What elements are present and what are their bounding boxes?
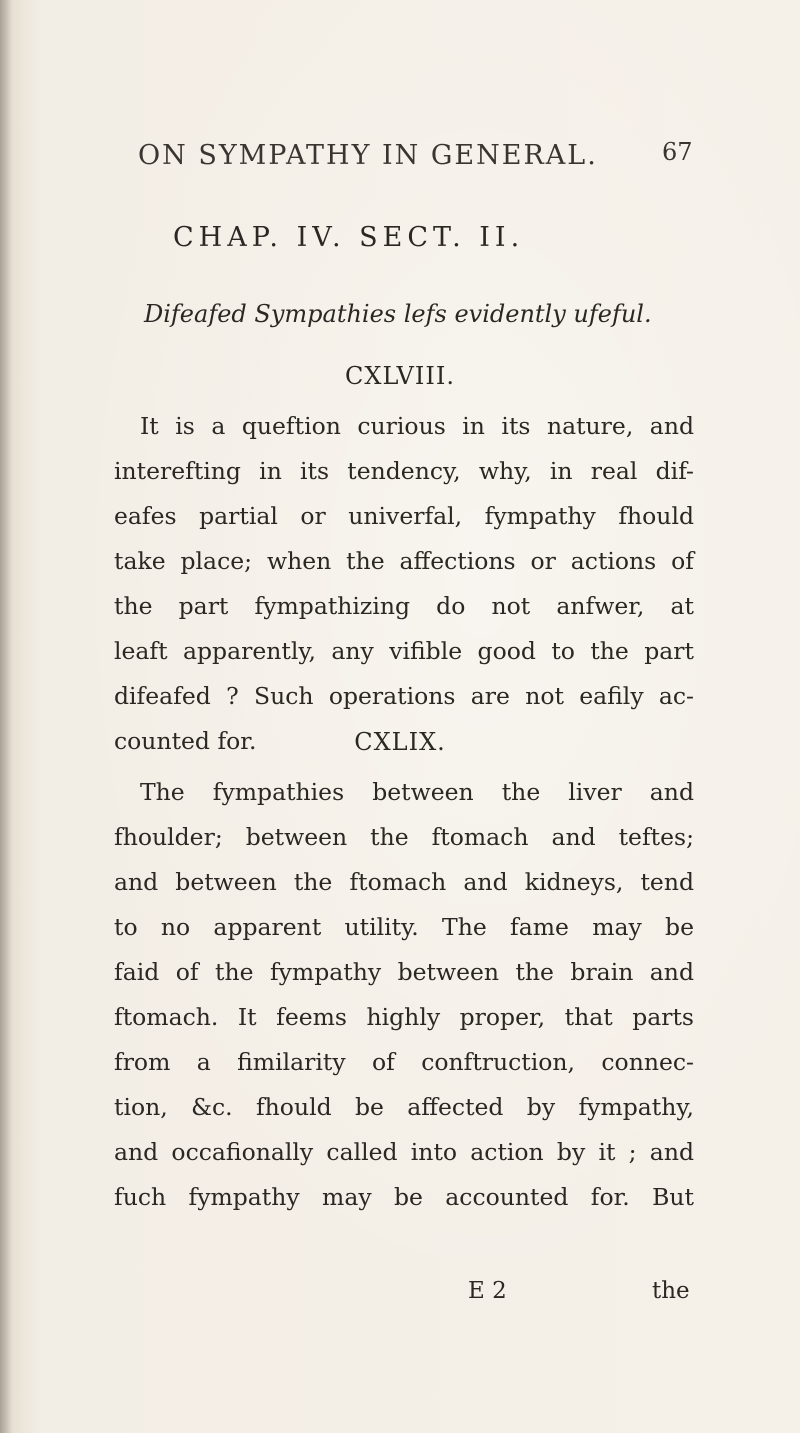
catchword: the	[652, 1278, 690, 1304]
text-line: take place; when the affections or actions of	[114, 547, 694, 575]
text-line: fuch fympathy may be accounted for. But	[114, 1183, 694, 1211]
page-number: 67	[662, 138, 693, 166]
paragraph-cxlviii	[114, 404, 694, 764]
text-line: leaft apparently, any vifible good to the part	[114, 637, 694, 665]
signature-mark: E 2	[468, 1278, 507, 1304]
text-line: faid of the fympathy between the brain and	[114, 958, 694, 986]
text-line: The fympathies between the liver and	[140, 778, 694, 806]
text-line: counted for.	[114, 727, 257, 755]
text-line: to no apparent utility. The fame may be	[114, 913, 694, 941]
running-head-title: ON SYMPATHY IN GENERAL.	[138, 140, 598, 171]
text-line: the part fympathizing do not anfwer, at	[114, 592, 694, 620]
section-numeral-cxlviii: CXLVIII.	[345, 362, 455, 390]
text-line: from a fimilarity of conftruction, connec-	[114, 1048, 694, 1076]
running-head	[138, 140, 698, 171]
text-line: and between the ftomach and kidneys, tend	[114, 868, 694, 896]
text-line: tion, &c. fhould be affected by fympathy,	[114, 1093, 694, 1121]
text-line: It is a queftion curious in its nature, and	[140, 412, 694, 440]
paragraph-cxlix	[114, 770, 694, 1220]
text-line: difeafed ? Such operations are not eafily ac-	[114, 682, 694, 710]
section-subtitle: Difeafed Sympathies lefs evidently ufeful.	[144, 300, 652, 328]
gutter-shadow	[0, 0, 12, 1433]
text-line: fhoulder; between the ftomach and teftes;	[114, 823, 694, 851]
text-line: and occafionally called into action by it ; and	[114, 1138, 694, 1166]
text-line: eafes partial or univerfal, fympathy fhould	[114, 502, 694, 530]
chapter-heading: CHAP. IV. SECT. II.	[173, 222, 525, 253]
text-line: ftomach. It feems highly proper, that parts	[114, 1003, 694, 1031]
text-line: interefting in its tendency, why, in real dif-	[114, 457, 694, 485]
section-numeral-cxlix: CXLIX.	[354, 728, 446, 756]
